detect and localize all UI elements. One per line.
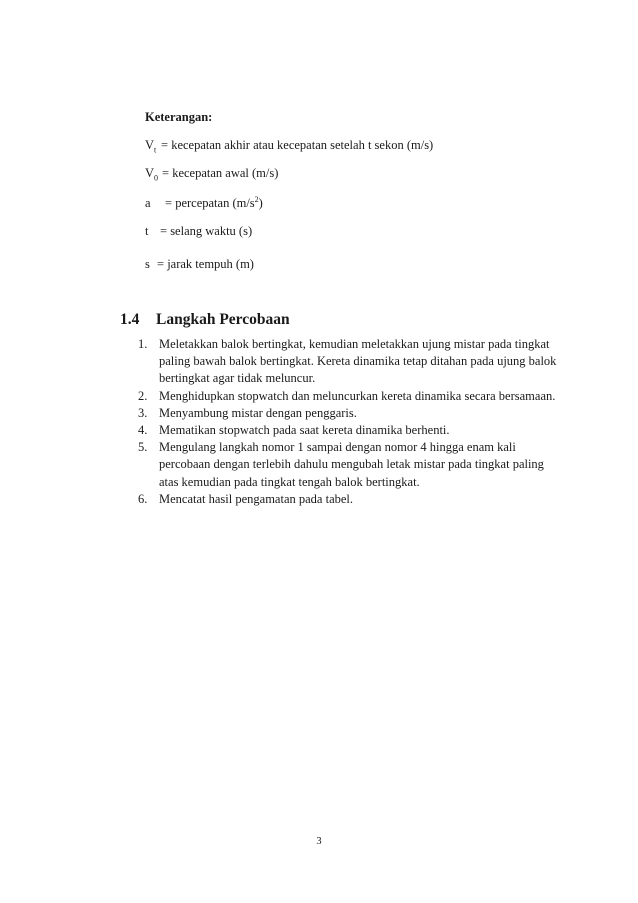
step-text: Mematikan stopwatch pada saat kereta dinamika berhenti.	[159, 423, 450, 438]
step-number: 2.	[138, 388, 148, 403]
definition-description: = jarak tempuh (m)	[157, 257, 254, 271]
step-number: 1.	[138, 337, 148, 351]
definition-description: = selang waktu (s)	[160, 224, 253, 238]
definition-symbol: t	[145, 224, 149, 238]
definition-v0	[145, 166, 278, 184]
definition-t	[145, 224, 252, 242]
list-item	[138, 388, 558, 405]
step-number: 5.	[138, 440, 148, 455]
list-item	[138, 422, 558, 439]
page-number: 3	[316, 836, 322, 847]
step-text: Mengulang langkah nomor 1 sampai dengan nomor 4 hingga enam kali percobaan dengan terlebih dahulu mengubah letak mistar pada tingkat paling atas kemudian pada tingkat tengah balok bertingkat.	[159, 440, 544, 489]
definition-symbol: $V_0$	[145, 166, 159, 183]
step-number: 6.	[138, 491, 148, 506]
definition-symbol: $V_t$	[145, 138, 157, 155]
definition-a	[145, 195, 263, 213]
definition-description: = kecepatan akhir atau kecepatan setelah t sekon (m/s)	[161, 138, 434, 152]
section-title: Langkah Percobaan	[156, 311, 290, 328]
step-number: 4.	[138, 423, 148, 438]
step-text: Menghidupkan stopwatch dan meluncurkan kereta dinamika secara bersamaan.	[159, 388, 556, 403]
definition-symbol: s	[145, 257, 150, 271]
step-text: Meletakkan balok bertingkat, kemudian meletakkan ujung mistar pada tingkat paling bawah balok bertingkat. Kereta dinamika tetap ditahan pada ujung balok bertingkat agar tidak meluncur.	[159, 337, 557, 386]
list-item	[138, 491, 558, 508]
step-text: Mencatat hasil pengamatan pada tabel.	[159, 491, 354, 506]
step-number: 3.	[138, 405, 148, 420]
section-number: 1.4	[120, 311, 140, 328]
definition-description: = kecepatan awal (m/s)	[162, 166, 279, 180]
definition-symbol: a	[145, 196, 151, 211]
list-item	[138, 405, 558, 422]
section-heading	[120, 311, 290, 329]
definition-description: = percepatan $(m/s^2)$	[165, 195, 263, 211]
definition-s	[145, 257, 254, 275]
steps-list	[138, 336, 558, 508]
step-text: Menyambung mistar dengan penggaris.	[159, 405, 357, 420]
keterangan-heading: Keterangan:	[145, 110, 213, 124]
list-item	[138, 439, 558, 491]
list-item	[138, 336, 558, 388]
definition-vt	[145, 138, 433, 156]
